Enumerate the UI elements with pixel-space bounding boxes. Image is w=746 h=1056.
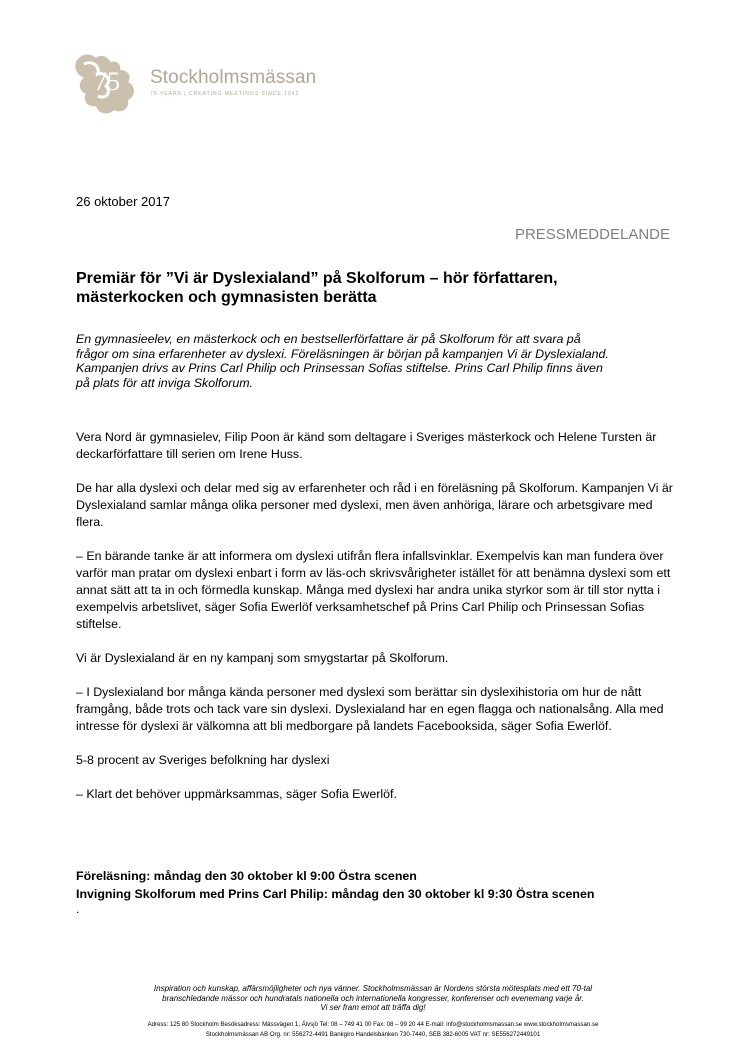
body-paragraph: De har alla dyslexi och delar med sig av erfarenheter och råd i en föreläsning på Skolforum. Kampanjen Vi är Dyslexialand samlar många olika personer med dyslexi, men även anhöriga, lärare och arbetsgivare med flera. — [76, 481, 673, 529]
intro-line: En gymnasieelev, en mästerkock och en bestsellerförfattare är på Skolforum för att svara på — [76, 332, 581, 346]
logo-wordmark: Stockholmsmässan — [150, 67, 317, 88]
release-date: 26 oktober 2017 — [76, 194, 170, 209]
body-paragraph: – Klart det behöver uppmärksammas, säger Sofia Ewerlöf. — [76, 787, 397, 801]
body-paragraph: Vera Nord är gymnasielev, Filip Poon är känd som deltagare i Sveriges mästerkock och Helene Tursten är deckarförfattare till serien om Irene Huss. — [76, 430, 657, 461]
body-paragraph: 5-8 procent av Sveriges befolkning har dyslexi — [76, 753, 330, 767]
body-paragraph: – I Dyslexialand bor många kända personer med dyslexi som berättar sin dyslexihistoria om hur de nått framgång, både trots och tack vare sin dyslexi. Dyslexialand har en egen flagga och nationalsång. Alla med intresse för dyslexi är välkomna att bli medborgare på landets Facebooksida, säger Sofia Ewerlöf. — [76, 685, 664, 733]
logo-tagline: 75 YEARS | CREATING MEETINGS SINCE 1942 — [150, 91, 300, 97]
event-opening: Invigning Skolforum med Prins Carl Philip: måndag den 30 oktober kl 9:30 Östra scenen — [76, 887, 595, 901]
body-paragraph: – En bärande tanke är att informera om dyslexi utifrån flera infallsvinklar. Exempelvis kan man fundera över varför man pratar om dyslexi enbart i form av läs-och skrivsvårigheter istället för att benämna dyslexi som ett annat sätt att ta in och förmedla kunskap. Många med dyslexi har andra unika styrkor som är till stor nytta i exempelvis arbetslivet, säger Sofia Ewerlöf verksamhetschef på Prins Carl Philip och Prinsessan Sofias stiftelse. — [76, 549, 671, 631]
trailing-dot: . — [76, 902, 80, 916]
footer-contact — [50, 1020, 696, 1039]
intro-line: frågor om sina erfarenheter av dyslexi. Föreläsningen är början på kampanjen Vi är Dyslexialand. — [76, 346, 609, 361]
footer-line: branschledande mässor och hundratals nationella och internationella kongresser, konferenser och evenemang varje år. — [162, 993, 584, 1003]
event-lecture: Föreläsning: måndag den 30 oktober kl 9:00 Östra scenen — [76, 869, 417, 883]
footer-address: Adress: 125 80 Stockholm Besöksadress: Mässvägen 1, Älvsjö Tel: 08 – 749 41 00 Fax: 08 – 99 20 44 E-mail: info@stockholmsmassan.se www.stockholmsmassan.se — [147, 1021, 599, 1028]
svg-text:75: 75 — [94, 67, 120, 96]
intro-line: på plats för att inviga Skolforum. — [76, 375, 253, 390]
document-label: PRESSMEDDELANDE — [514, 226, 670, 243]
footer-blurb — [70, 984, 676, 1013]
headline-line: mästerkocken och gymnasisten berätta — [76, 289, 377, 306]
footer-line: Vi ser fram emot att träffa dig! — [320, 1003, 426, 1013]
event-list — [76, 867, 696, 915]
body-text — [76, 429, 676, 820]
footer-line: Inspiration och kunskap, affärsmöjligheter och nya vänner. Stockholmsmässan är Nordens största mötesplats med ett 70-tal — [153, 984, 593, 993]
footer-company: Stockholmsmässan AB Org. nr: 556272-4491 Bankgiro Handelsbanken 730-7440, SEB 382-6005 VAT nr: SE556272449101 — [205, 1030, 541, 1038]
headline-line: Premiär för ”Vi är Dyslexialand” på Skolforum – hör författaren, — [76, 270, 558, 287]
stockholmsmassan-logo-icon — [70, 50, 146, 116]
headline — [76, 269, 666, 307]
intro-paragraph — [76, 332, 672, 390]
logo — [70, 50, 370, 120]
intro-line: Kampanjen drivs av Prins Carl Philip och Prinsessan Sofias stiftelse. Prins Carl Philip finns även — [76, 361, 603, 376]
body-paragraph: Vi är Dyslexialand är en ny kampanj som smygstartar på Skolforum. — [76, 651, 449, 665]
